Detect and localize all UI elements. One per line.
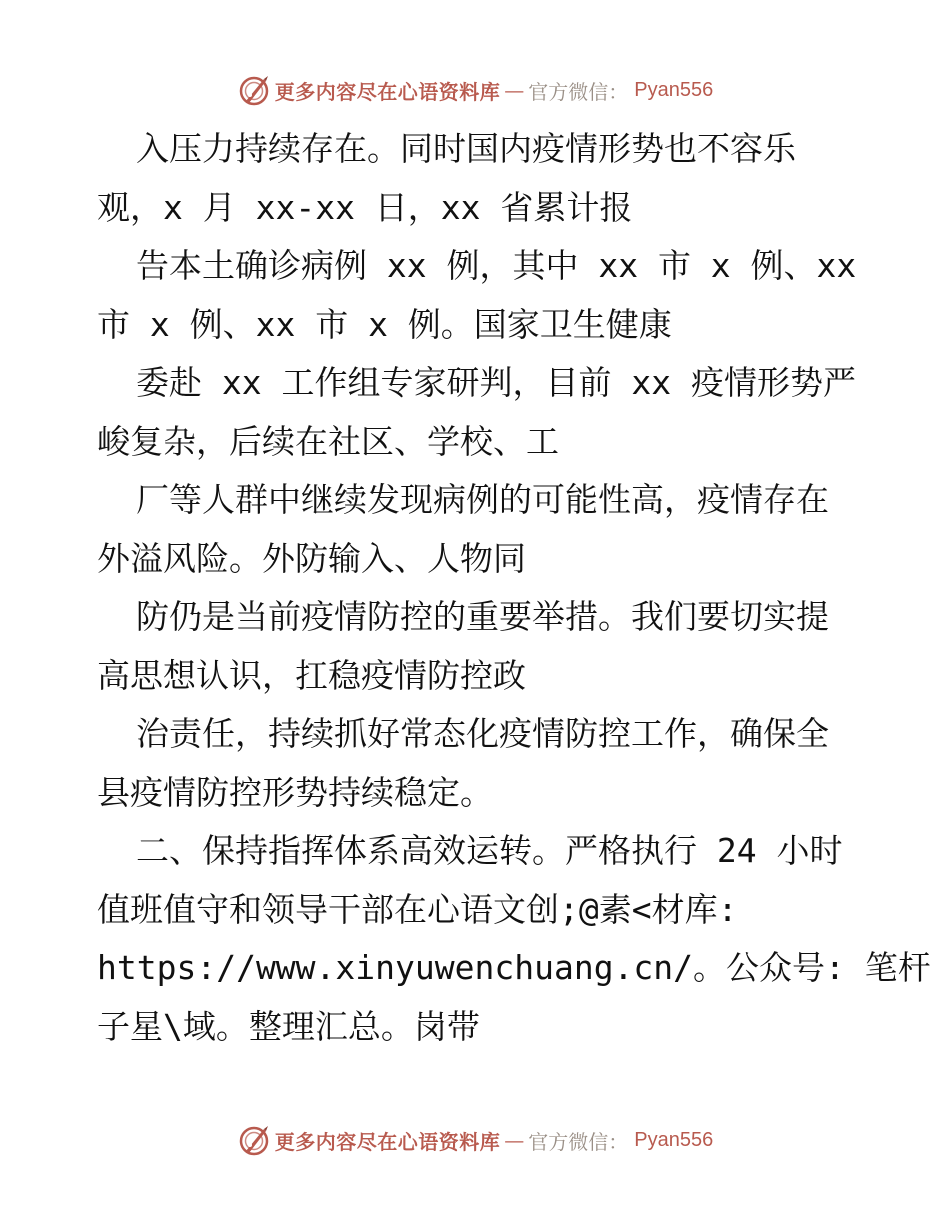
paragraph-line: https://www.xinyuwenchuang.cn/。公众号: 笔杆 [97,948,931,987]
paragraph-line: 峻复杂，后续在社区、学校、工 [97,421,559,461]
header-watermark-banner [0,70,950,110]
quill-logo-icon [237,1123,271,1157]
footer-watermark-banner [0,1120,950,1160]
paragraph-line: 值班值守和领导干部在心语文创;@素<材库: [97,889,738,929]
paragraph-line: 观，x 月 xx-xx 日，xx 省累计报 [97,187,633,227]
paragraph-line: 防仍是当前疫情防控的重要举措。我们要切实提 [136,597,829,636]
paragraph-line: 告本土确诊病例 xx 例，其中 xx 市 x 例、xx [136,246,857,285]
paragraph-line: 外溢风险。外防输入、人物同 [97,538,526,578]
paragraph-line: 市 x 例、xx 市 x 例。国家卫生健康 [97,304,672,344]
banner-main-text: 更多内容尽在心语资料库 [274,1129,501,1154]
paragraph-line: 委赴 xx 工作组专家研判，目前 xx 疫情形势严 [136,363,856,402]
paragraph-line: 二、保持指挥体系高效运转。严格执行 24 小时 [136,831,843,870]
banner-main-text: 更多内容尽在心语资料库 [274,79,501,104]
banner-official-label: 官方微信： [528,1129,629,1154]
paragraph-line: 入压力持续存在。同时国内疫情形势也不容乐 [136,129,796,168]
paragraph-line: 厂等人群中继续发现病例的可能性高，疫情存在 [136,480,829,519]
paragraph-line: 治责任，持续抓好常态化疫情防控工作，确保全 [136,714,829,753]
document-body [97,120,931,1056]
paragraph-line: 高思想认识，扛稳疫情防控政 [97,655,526,695]
banner-wechat-id: Pyan556 [634,1128,714,1151]
quill-logo-icon [237,73,271,107]
banner-separator: — [504,1128,525,1152]
paragraph-line: 子星\域。整理汇总。岗带 [97,1006,480,1046]
paragraph-line: 县疫情防控形势持续稳定。 [97,772,493,812]
banner-official-label: 官方微信： [528,79,629,104]
banner-wechat-id: Pyan556 [634,78,714,101]
banner-separator: — [504,78,525,102]
